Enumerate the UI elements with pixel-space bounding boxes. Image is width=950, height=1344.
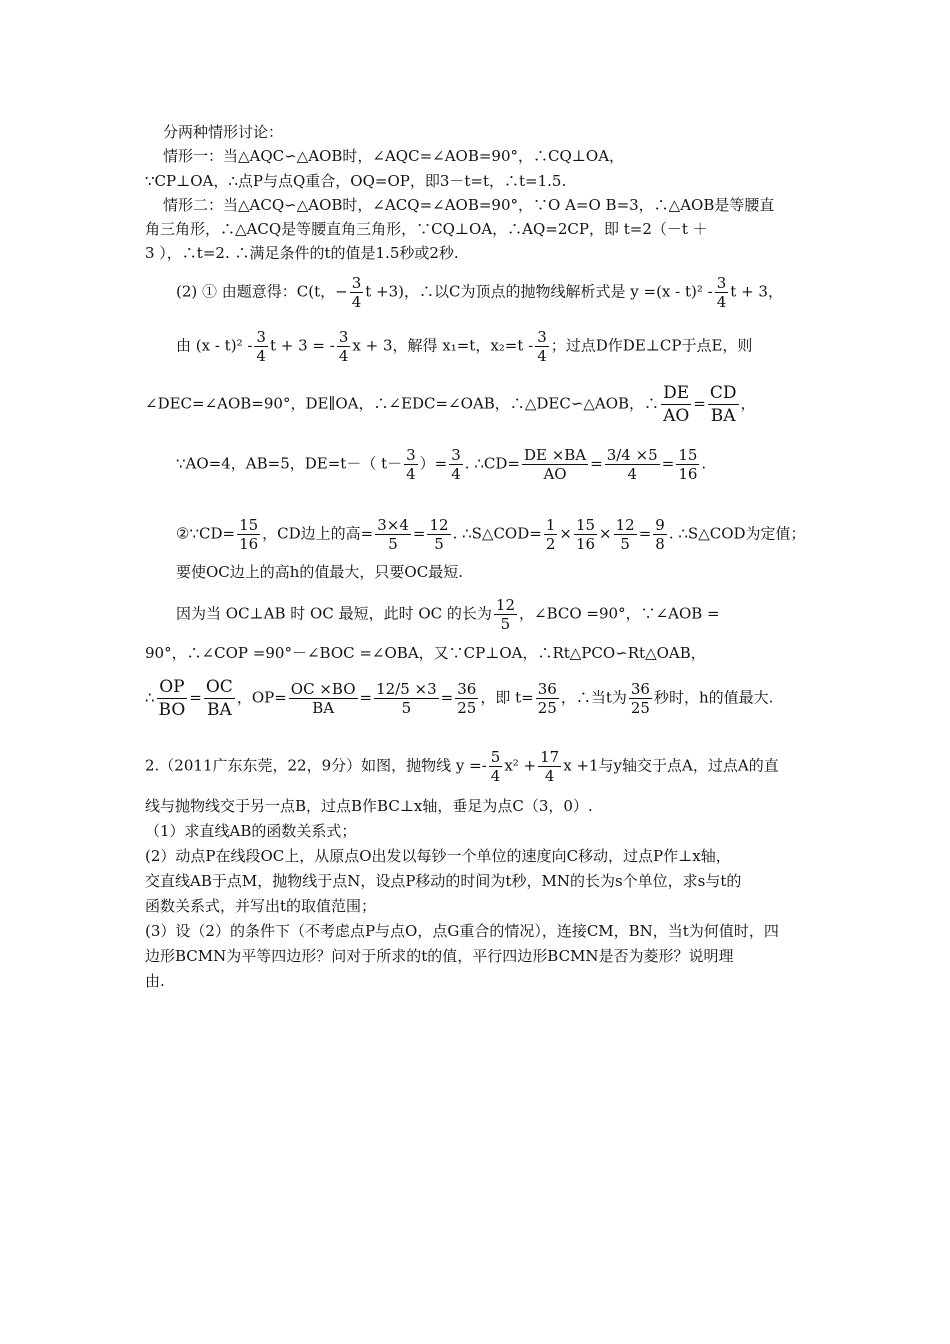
fraction: $\frac{OC \times BO}{BA}$ (290, 680, 356, 717)
fraction: $\frac{OP}{BO}$ (158, 677, 186, 720)
fraction: $\frac{1}{2}$ (545, 516, 556, 553)
problem2-q3-line3: 由. (145, 972, 165, 990)
fraction: $\frac{9}{8}$ (655, 516, 665, 553)
case1-line1: 情形一：当△AQC∽△AOB时，∠AQC=∠AOB=90°，∴CQ⊥OA， (163, 147, 625, 165)
problem2-line2: 线与抛物线交于另一点B，过点B作BC⊥x轴，垂足为点C（3，0）. (145, 797, 593, 815)
case2-line2: 角三角形，∴△ACQ是等腰直角三角形，∵CQ⊥OA，∴AQ=2CP，即 t=2（－t ＋ (145, 220, 708, 238)
fraction: $\frac{3}{4}$ (537, 328, 547, 365)
fraction: $\frac{3}{4}$ (716, 274, 727, 311)
problem2-q2-line2: 交直线AB于点M，抛物线于点N，设点P移动的时间为t秒，MN的长为s个单位，求s与t的 (145, 872, 742, 890)
fraction: $\frac{12}{5}$ (615, 516, 635, 553)
fraction: $\frac{3/4 \times 5}{4}$ (606, 446, 658, 483)
part2-line6: 要使OC边上的高h的值最大，只要OC最短. (176, 563, 463, 581)
problem2-q3-line2: 边形BCMN为平等四边形？问对于所求的t的值，平行四边形BCMN是否为菱形？说明理 (145, 947, 734, 965)
fraction: $\frac{3}{4}$ (451, 446, 461, 483)
fraction: $\frac{DE \times BA}{AO}$ (523, 446, 587, 483)
problem2-q1: （1）求直线AB的函数关系式； (145, 822, 357, 840)
problem2-q3-line1: (3）设（2）的条件下（不考虑点P与点O，点G重合的情况），连接CM，BN，当t为何值时，四 (145, 922, 779, 940)
fraction: $\frac{36}{25}$ (537, 680, 557, 717)
part2-line2: 由 (x - t)² - $\frac{3}{4}$ t + 3 = - $\frac{3}{4}$ x + 3，解得 x₁=t，x₂=t - $\frac{3}{4}$ ；过点D作DE⊥CP于点E，则 (176, 328, 753, 365)
fraction: $\frac{3}{4}$ (406, 446, 416, 483)
fraction: $\frac{5}{4}$ (490, 748, 501, 785)
fraction: $\frac{3\times 4}{5}$ (377, 516, 409, 553)
fraction: $\frac{3}{4}$ (256, 328, 266, 365)
case2-line3: 3 ），∴t=2. ∴满足条件的t的值是1.5秒或2秒. (145, 244, 459, 262)
part2-line9: ∴ $\frac{OP}{BO}$ = $\frac{OC}{BA}$ ，OP= $\frac{OC \times BO}{BA}$ = $\frac{12/5 \times 3}{5}$ = $\frac{36}{25}$ ，即 t= $\frac{36}{25}$ ，∴当t为 $\frac{36}{25}$ 秒时，h的值最大. (145, 677, 774, 720)
fraction: $\frac{15}{16}$ (678, 446, 698, 483)
fraction: $\frac{CD}{BA}$ (709, 383, 737, 426)
fraction: $\frac{36}{25}$ (630, 680, 650, 717)
part2-line4: ∵AO=4，AB=5，DE=t－（ t－ $\frac{3}{4}$ ）= $\frac{3}{4}$ . ∴CD= $\frac{DE \times BA}{AO}$ = $\frac{3/4 \times 5}{4}$ = $\frac{15}{16}$ . (176, 446, 707, 483)
fraction: $\frac{12/5 \times 3}{5}$ (376, 680, 437, 717)
problem2-q2-line3: 函数关系式，并写出t的取值范围； (145, 897, 377, 915)
fraction: $\frac{17}{4}$ (540, 748, 560, 785)
part2-line8: 90°，∴∠COP =90°－∠BOC =∠OBA，又∵CP⊥OA，∴Rt△PCO∽Rt△OAB， (145, 644, 706, 662)
problem2-q2-line1: (2）动点P在线段OC上，从原点O出发以每钞一个单位的速度向C移动，过点P作⊥x轴， (145, 847, 731, 865)
fraction: $\frac{3}{4}$ (338, 328, 349, 365)
part2-line3: ∠DEC=∠AOB=90°，DE∥OA，∴∠EDC=∠OAB，∴△DEC∽△AOB，∴ $\frac{DE}{AO}$ = $\frac{CD}{BA}$ ， (145, 383, 756, 426)
part2-line5: ②∵CD= $\frac{15}{16}$ ，CD边上的高= $\frac{3\times 4}{5}$ = $\frac{12}{5}$ . ∴S△COD= $\frac{1}{2}$ × $\frac{15}{16}$ × $\frac{12}{5}$ = $\frac{9}{8}$ . ∴S△COD为定值； (176, 516, 806, 553)
fraction: $\frac{12}{5}$ (429, 516, 449, 553)
fraction: $\frac{12}{5}$ (495, 596, 515, 633)
fraction: $\frac{3}{4}$ (351, 274, 362, 311)
fraction: $\frac{15}{16}$ (575, 516, 596, 553)
case2-line1: 情形二：当△ACQ∽△AOB时，∠ACQ=∠AOB=90°，∵O A=O B=3，∴△AOB是等腰直 (163, 196, 775, 214)
fraction: $\frac{DE}{AO}$ (663, 383, 690, 426)
fraction: $\frac{OC}{BA}$ (205, 677, 233, 720)
fraction: $\frac{36}{25}$ (457, 680, 477, 717)
intro-line: 分两种情形讨论： (163, 123, 284, 141)
problem2-line1: 2.（2011广东东莞，22，9分）如图，抛物线 y =- $\frac{5}{4}$ x² + $\frac{17}{4}$ x +1与y轴交于点A，过点A的直 (145, 748, 779, 785)
case1-line2: ∵CP⊥OA，∴点P与点Q重合，OQ=OP，即3－t=t，∴t=1.5. (145, 172, 567, 190)
fraction: $\frac{15}{16}$ (239, 516, 259, 553)
part2-line1: (2) ① 由题意得：C(t，− $\frac{3}{4}$ t +3)，∴以C为顶点的抛物线解析式是 y =(x - t)² - $\frac{3}{4}$ t + 3， (176, 274, 783, 311)
part2-line7: 因为当 OC⊥AB 时 OC 最短，此时 OC 的长为 $\frac{12}{5}$ ，∠BCO =90°，∵∠AOB = (176, 596, 720, 633)
